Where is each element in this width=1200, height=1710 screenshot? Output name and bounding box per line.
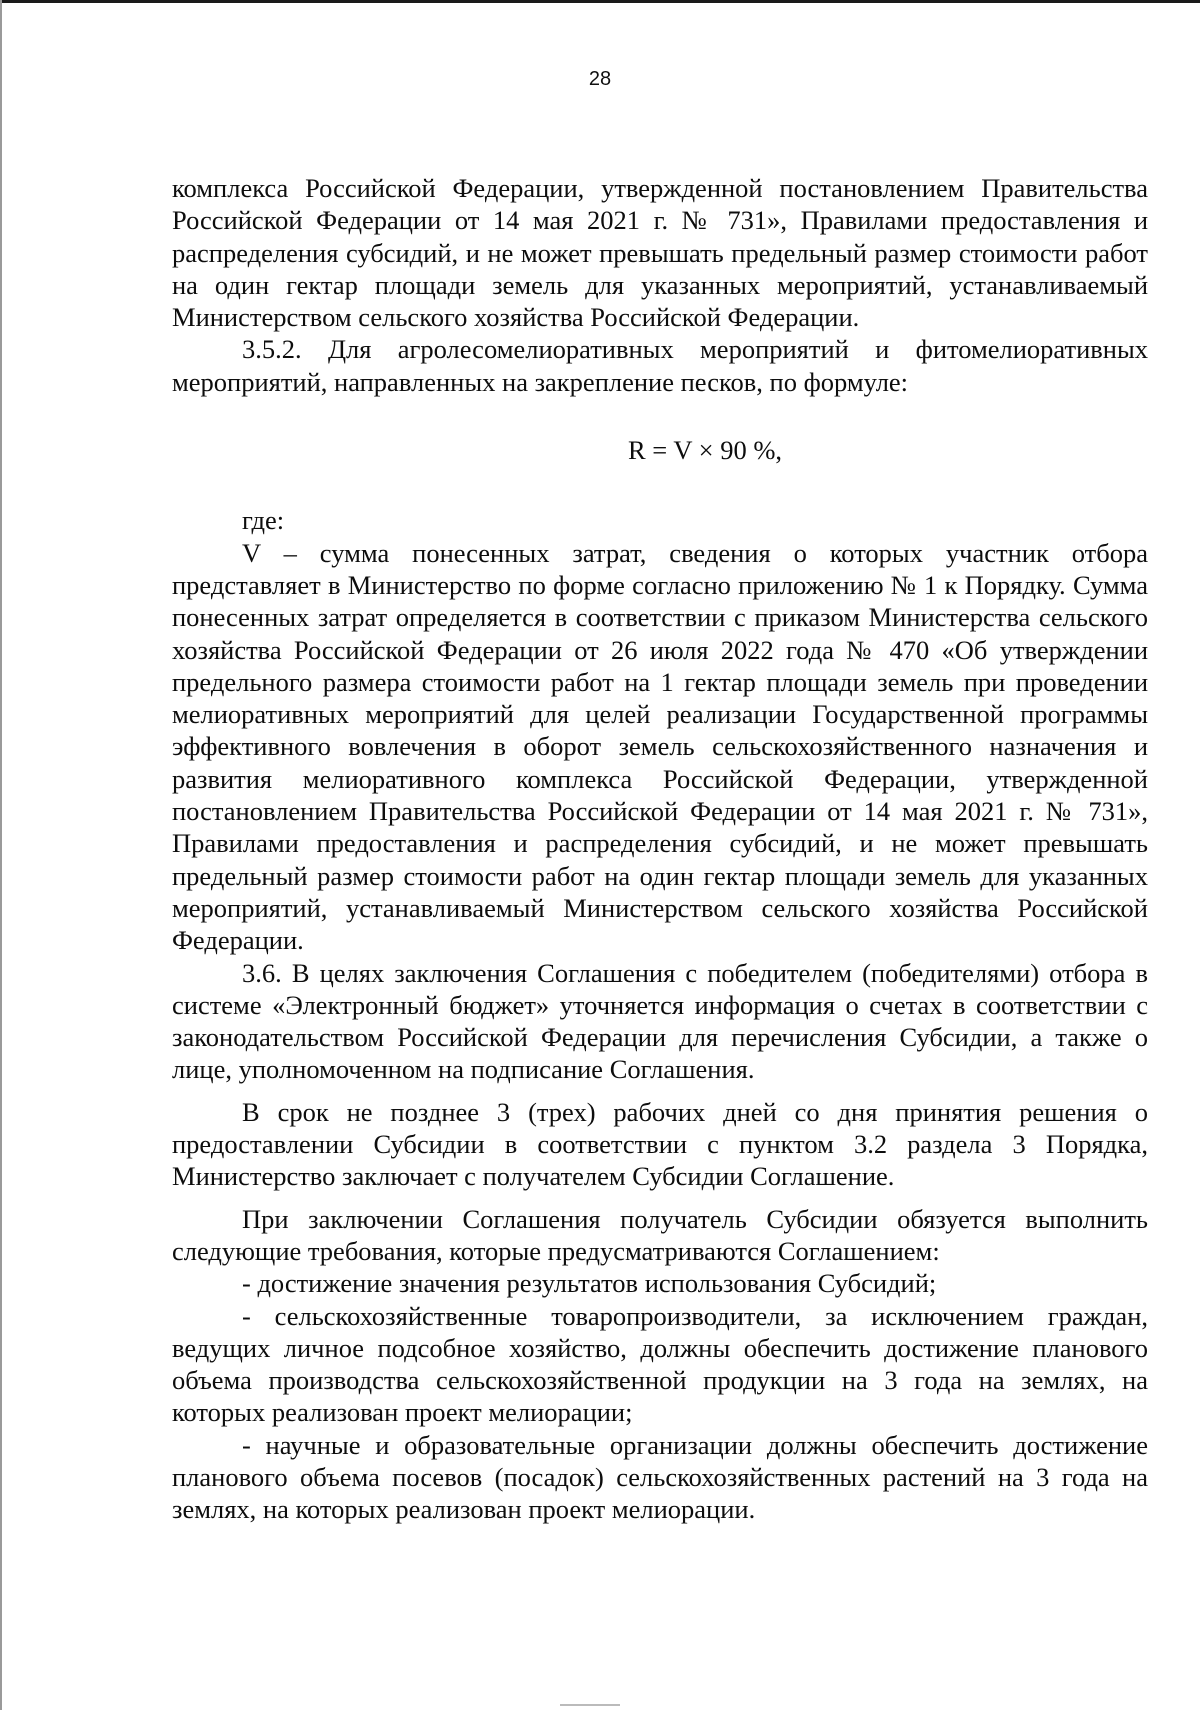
- paragraph-deadline: В срок не позднее 3 (трех) рабочих дней со дня принятия решения о предоставлении Субсидии в соответствии с пунктом 3.2 раздела 3 Порядка, Министерство заключает с получателем Субсидии Соглашение.: [172, 1096, 1148, 1192]
- paragraph-3-5-2: 3.5.2. Для агролесомелиоративных мероприятий и фитомелиоративных мероприятий, направленных на закрепление песков, по формуле:: [172, 334, 1148, 397]
- formula: R = V × 90 %,: [627, 435, 783, 466]
- page-number: 28: [588, 68, 612, 90]
- paragraph-3-6: 3.6. В целях заключения Соглашения с победителем (победителями) отбора в системе «Электронный бюджет» уточняется информация о счетах в соответствии с законодательством Российской Федерации для перечисления Субсидии, а также о лице, уполномоченном на подписание Соглашения.: [172, 957, 1148, 1085]
- paragraph-v-definition: V – сумма понесенных затрат, сведения о которых участник отбора представляет в Министерство по форме согласно приложению № 1 к Порядку. Сумма понесенных затрат определяется в соответствии с приказом Министерства сельского хозяйства Российской Федерации от 26 июля 2022 года № 470 «Об утверждении предельного размера стоимости работ на 1 гектар площади земель при проведении мелиоративных мероприятий для целей реализации Государственной программы эффективного вовлечения в оборот земель сельскохозяйственного назначения и развития мелиоративного комплекса Российской Федерации, утвержденной постановлением Правительства Российской Федерации от 14 мая 2021 г. № 731», Правилами предоставления и распределения субсидий, и не может превышать предельный размер стоимости работ на один гектар площади земель для указанных мероприятий, устанавливаемый Министерством сельского хозяйства Российской Федерации.: [172, 537, 1148, 956]
- paragraph-continuation: комплекса Российской Федерации, утвержденной постановлением Правительства Российской Федерации от 14 мая 2021 г. № 731», Правилами предоставления и распределения субсидий, и не может превышать предельный размер стоимости работ на один гектар площади земель для указанных мероприятий, устанавливаемый Министерством сельского хозяйства Российской Федерации.: [172, 173, 1148, 333]
- list-item-organizations: - научные и образовательные организации должны обеспечить достижение планового объема посевов (посадок) сельскохозяйственных растений на 3 года на землях, на которых реализован проект мелиорации.: [172, 1429, 1148, 1525]
- scan-footer-mark: [560, 1704, 620, 1706]
- scan-edge-left: [0, 0, 2, 1710]
- document-body: [172, 172, 1148, 1526]
- scan-edge-top: [0, 0, 1200, 3]
- paragraph-requirements-intro: При заключении Соглашения получатель Субсидии обязуется выполнить следующие требования, которые предусматриваются Соглашением:: [172, 1203, 1148, 1266]
- list-item-producers: - сельскохозяйственные товаропроизводители, за исключением граждан, ведущих личное подсобное хозяйство, должны обеспечить достижение планового объема производства сельскохозяйственной продукции на 3 года на землях, на которых реализован проект мелиорации;: [172, 1300, 1148, 1428]
- paragraph-where: где:: [242, 505, 285, 536]
- list-item-results: - достижение значения результатов использования Субсидий;: [242, 1268, 937, 1299]
